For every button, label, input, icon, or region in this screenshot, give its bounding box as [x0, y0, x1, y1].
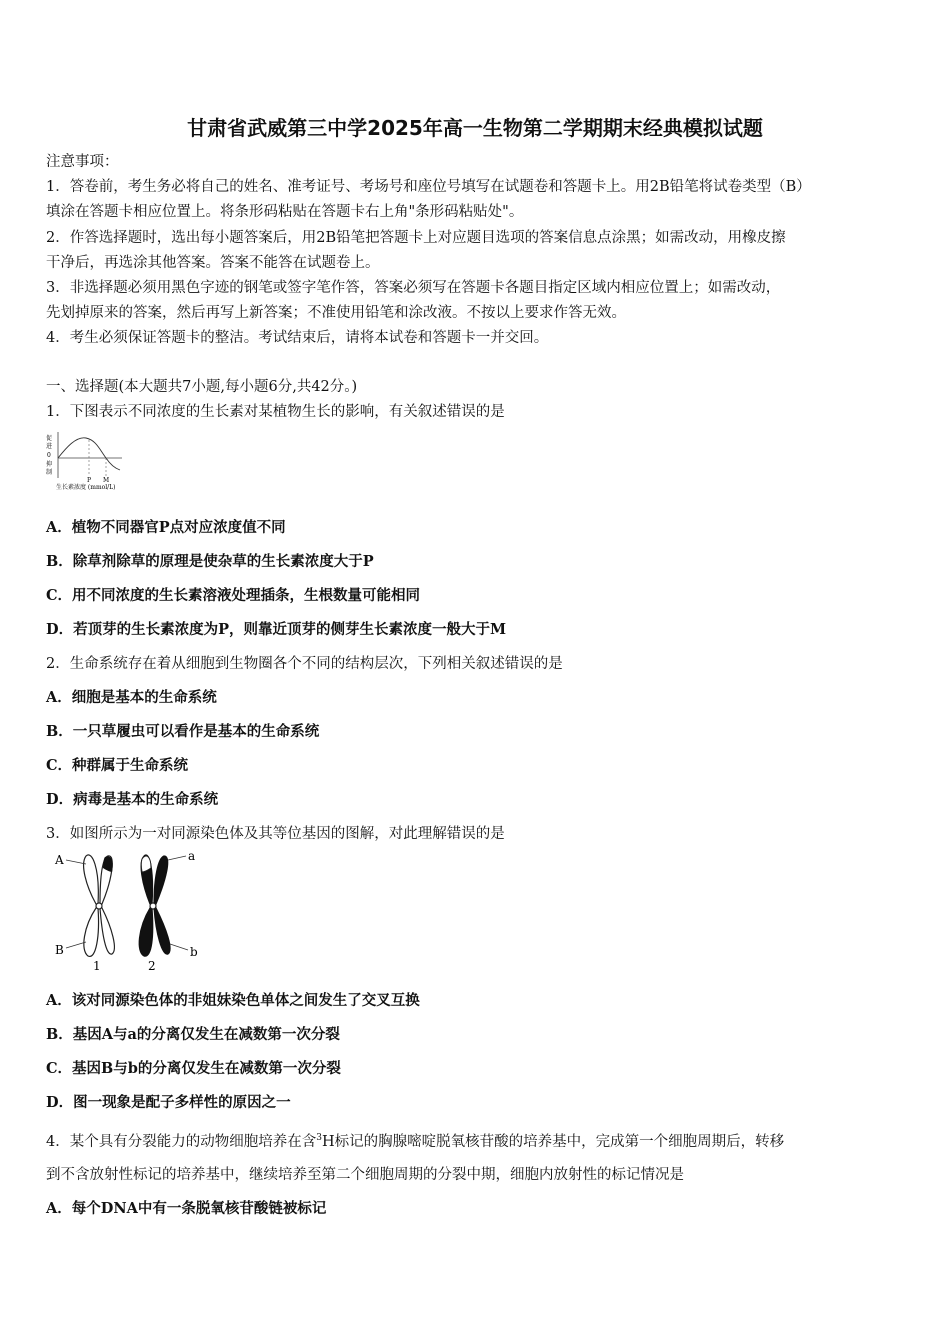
question-3-stem: 3．如图所示为一对同源染色体及其等位基因的图解，对此理解错误的是	[46, 826, 505, 842]
label-2: 2	[148, 959, 156, 972]
x-axis-label: 生长素浓度 (mmol/L)	[56, 484, 116, 491]
y-label-char: 制	[46, 469, 53, 476]
notice-line: 4．考生必须保证答题卡的整洁。考试结束后，请将本试卷和答题卡一并交回。	[46, 330, 549, 346]
question-3-option-b: B．基因A与a的分离仅发生在减数第一次分裂	[46, 1026, 340, 1043]
question-4-stem-line2: 到不含放射性标记的培养基中，继续培养至第二个细胞周期的分裂中期，细胞内放射性的标记情况是	[46, 1167, 684, 1183]
question-2-stem: 2．生命系统存在着从细胞到生物圈各个不同的结构层次，下列相关叙述错误的是	[46, 656, 563, 672]
y-label-char: 促	[46, 435, 53, 442]
chromosome-1	[84, 855, 115, 957]
section-heading: 一、选择题(本大题共7小题,每小题6分,共42分。)	[46, 379, 358, 395]
label-a: a	[188, 849, 196, 863]
y-label-char: 抑	[46, 461, 53, 468]
p-label: P	[87, 477, 92, 484]
label-A: A	[55, 853, 64, 867]
question-2-option-c: C．种群属于生命系统	[46, 757, 189, 774]
y-label-char: 进	[46, 443, 53, 450]
question-4-stem-part1: 4．某个具有分裂能力的动物细胞培养在含	[46, 1133, 317, 1150]
question-2-option-a: A．细胞是基本的生命系统	[46, 689, 217, 706]
notice-line: 填涂在答题卡相应位置上。将条形码粘贴在答题卡右上角"条形码粘贴处"。	[46, 204, 524, 220]
question-3-option-d: D．图一现象是配子多样性的原因之一	[46, 1094, 291, 1111]
auxin-curve-figure	[44, 428, 144, 494]
question-4-stem	[46, 1128, 906, 1152]
question-3-option-a: A．该对同源染色体的非姐妹染色单体之间发生了交叉互换	[46, 992, 420, 1009]
question-1-option-b: B．除草剂除草的原理是使杂草的生长素浓度大于P	[46, 553, 374, 570]
question-4-superscript: 3	[316, 1133, 322, 1143]
notice-line: 1．答卷前，考生务必将自己的姓名、准考证号、考场号和座位号填写在试题卷和答题卡上。用2B铅笔将试卷类型（B）	[46, 179, 811, 195]
pointer-b-lower	[170, 944, 188, 950]
question-1-stem: 1．下图表示不同浓度的生长素对某植物生长的影响，有关叙述错误的是	[46, 404, 505, 420]
question-4-stem-part2: H标记的胸腺嘧啶脱氧核苷酸的培养基中，完成第一个细胞周期后，转移	[321, 1133, 785, 1150]
notice-line: 3．非选择题必须用黑色字迹的钢笔或签字笔作答，答案必须写在答题卡各题目指定区域内相应位置上；如需改动，	[46, 280, 781, 296]
pointer-a-lower	[168, 856, 186, 860]
label-B: B	[55, 943, 64, 957]
question-2-option-d: D．病毒是基本的生命系统	[46, 791, 219, 808]
homologous-chromosome-figure	[50, 848, 210, 972]
label-1: 1	[93, 959, 101, 972]
notice-heading: 注意事项：	[46, 154, 119, 170]
question-4-option-a: A．每个DNA中有一条脱氧核苷酸链被标记	[46, 1200, 327, 1217]
notice-line: 干净后，再选涂其他答案。答案不能答在试题卷上。	[46, 255, 380, 271]
label-b: b	[190, 945, 198, 959]
y-label-char: 0	[47, 452, 51, 459]
question-3-option-c: C．基因B与b的分离仅发生在减数第一次分裂	[46, 1060, 341, 1077]
page-title: 甘肃省武威第三中学2025年高一生物第二学期期末经典模拟试题	[187, 116, 763, 140]
chromosome-2	[139, 855, 170, 956]
question-2-option-b: B．一只草履虫可以看作是基本的生命系统	[46, 723, 320, 740]
question-1-option-a: A．植物不同器官P点对应浓度值不同	[46, 519, 286, 536]
notice-line: 2．作答选择题时，选出每小题答案后，用2B铅笔把答题卡上对应题目选项的答案信息点涂黑；如需改动，用橡皮擦	[46, 230, 786, 246]
question-1-option-d: D．若顶芽的生长素浓度为P，则靠近顶芽的侧芽生长素浓度一般大于M	[46, 621, 507, 638]
notice-line: 先划掉原来的答案，然后再写上新答案；不准使用铅笔和涂改液。不按以上要求作答无效。	[46, 305, 626, 321]
m-label: M	[103, 477, 110, 484]
pointer-a-upper	[66, 860, 86, 864]
pointer-b-upper	[66, 942, 86, 948]
question-1-option-c: C．用不同浓度的生长素溶液处理插条，生根数量可能相同	[46, 587, 421, 604]
